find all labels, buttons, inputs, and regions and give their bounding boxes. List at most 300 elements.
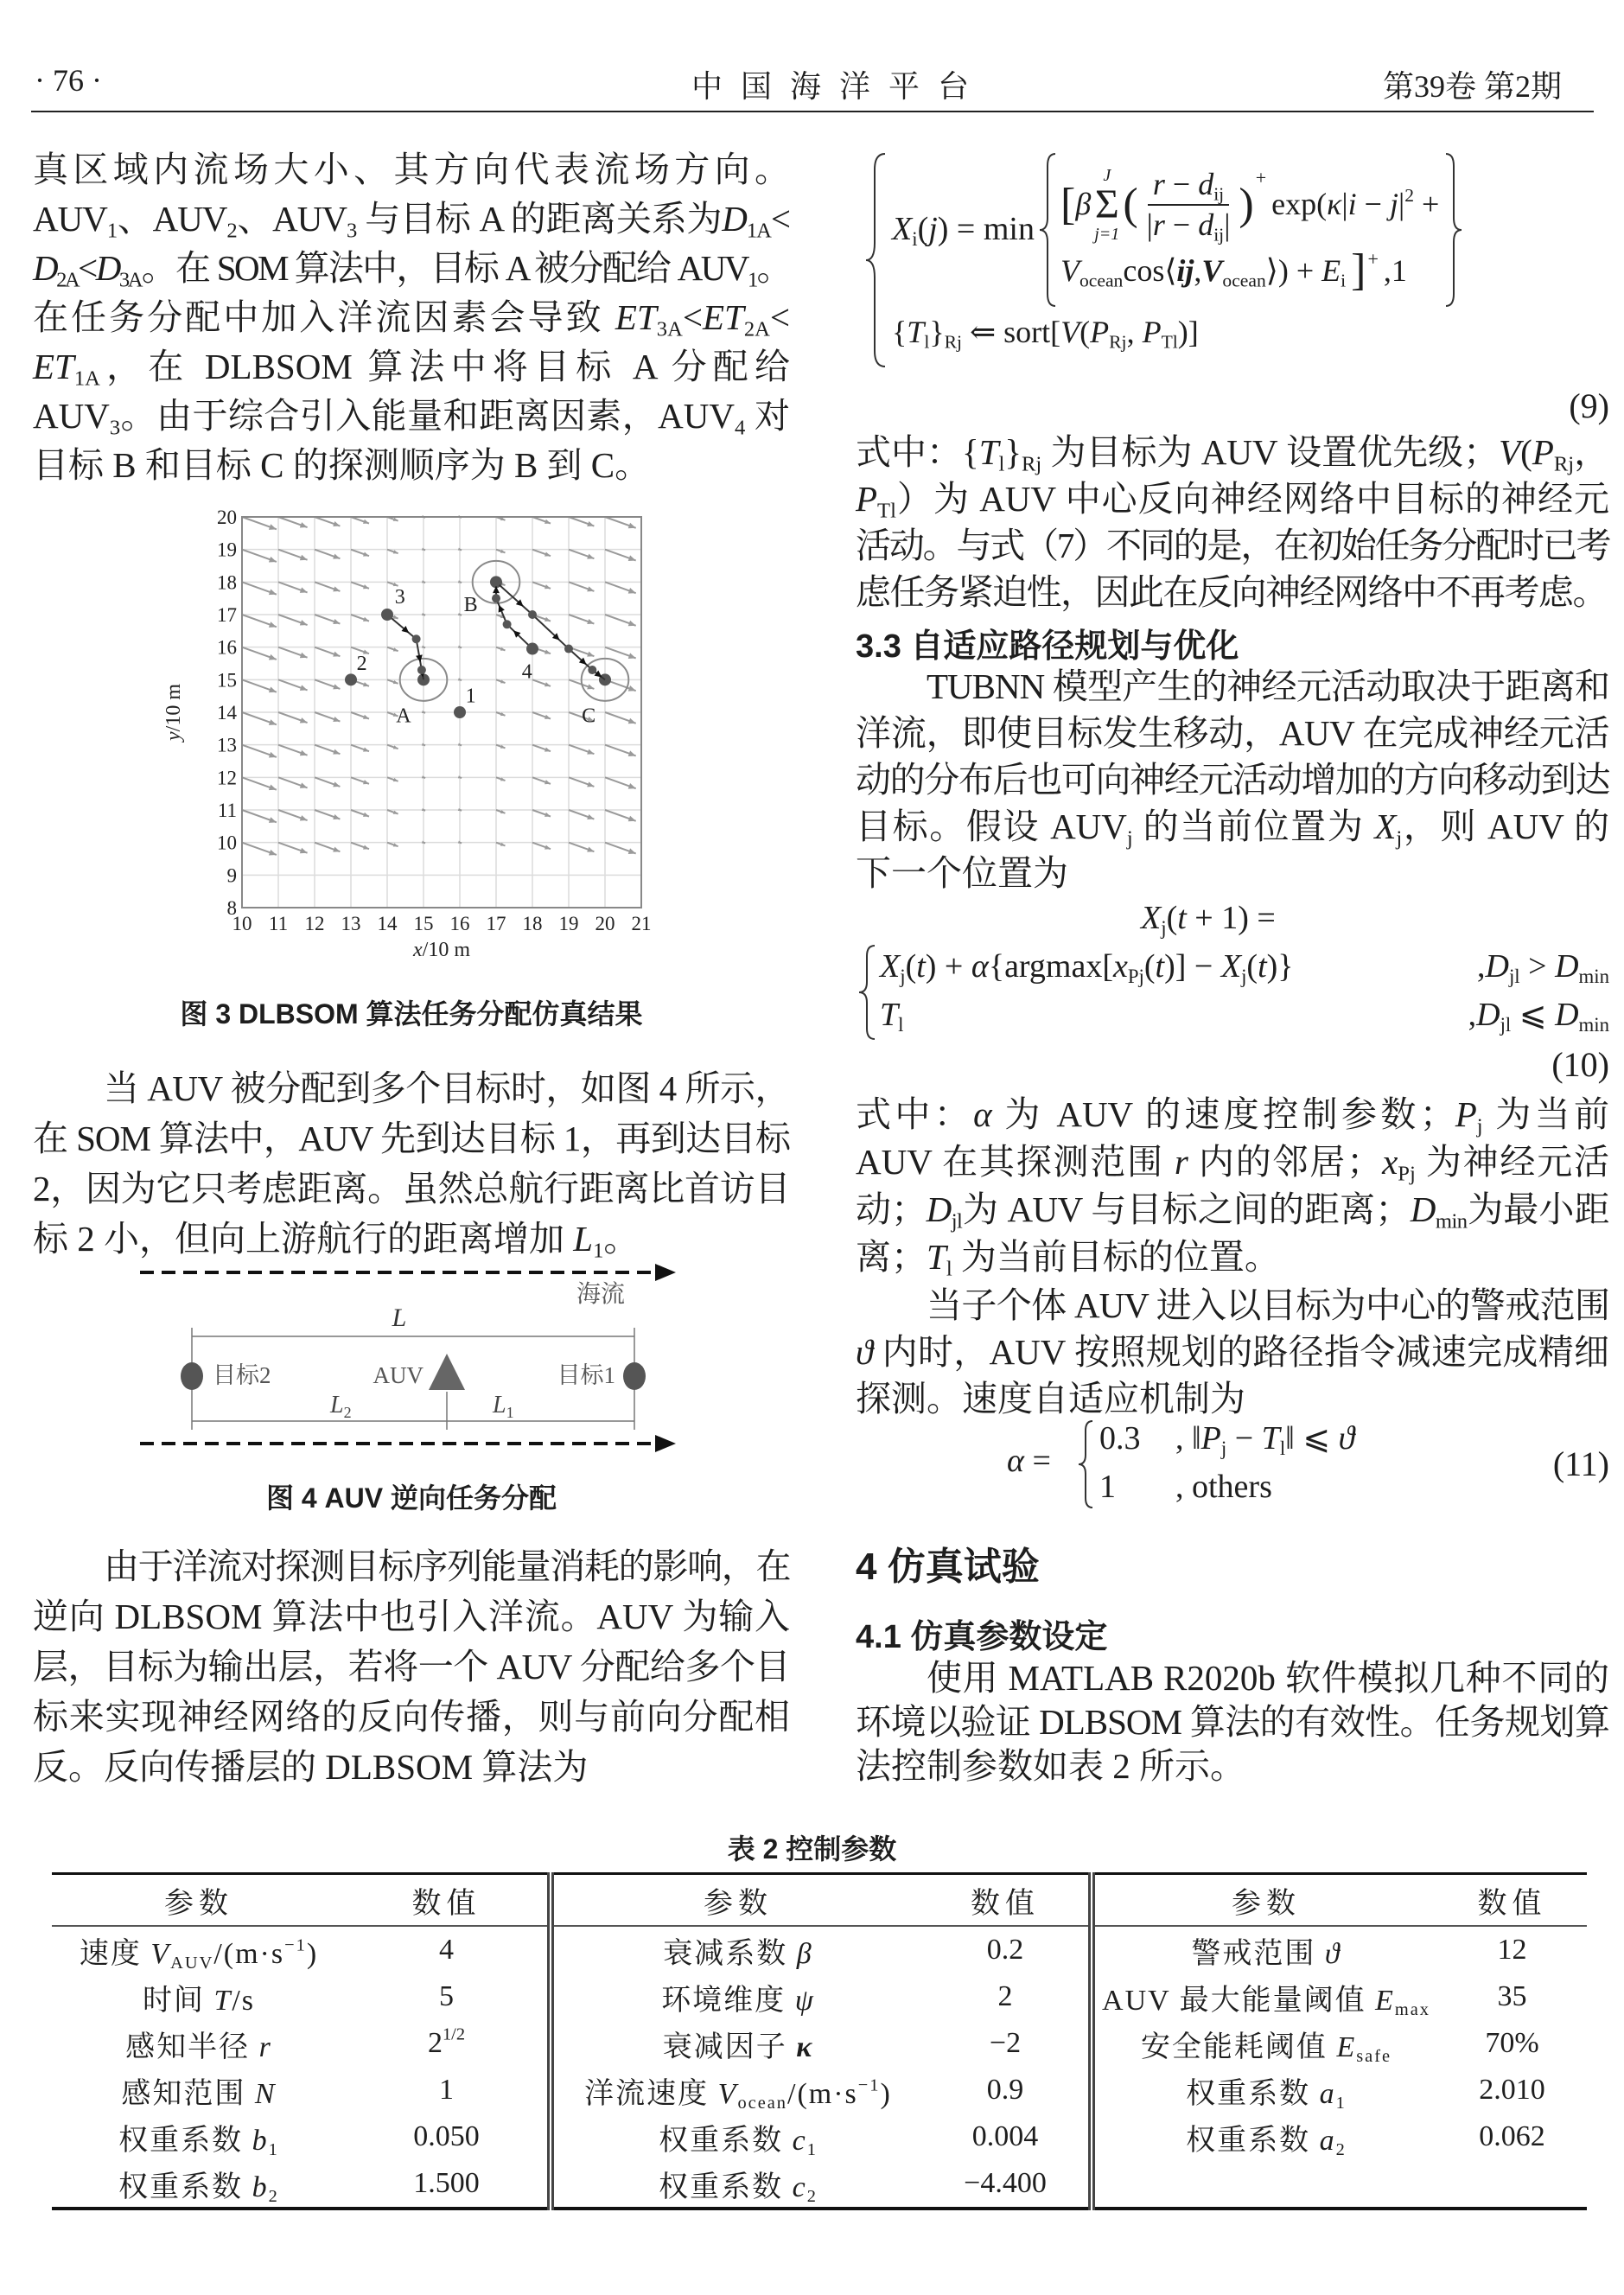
value-cell <box>922 2113 1092 2160</box>
math-italic: α <box>971 948 989 985</box>
current-arrowhead <box>393 550 398 553</box>
math-bold: κ <box>796 2030 814 2063</box>
current-arrowhead <box>545 649 551 653</box>
figure-4-diagram <box>130 1245 691 1469</box>
eq9-fraction <box>1142 167 1236 244</box>
text-run: 层，目标为输出层，若将一个 AUV 分配给多个目 <box>33 1647 790 1686</box>
text-run: ， <box>1574 432 1610 472</box>
text-run: 0.2 <box>986 1934 1024 1966</box>
subscript: Rj <box>1553 452 1575 476</box>
paragraph-right-4 <box>856 1282 1609 1422</box>
auv-marker <box>454 706 466 718</box>
superscript: −1 <box>284 1935 307 1955</box>
current-arrowhead <box>269 590 277 596</box>
text-line <box>856 1700 1609 1744</box>
text-line <box>33 1692 790 1742</box>
text-line <box>856 1234 1609 1281</box>
path-waypoint <box>528 610 537 619</box>
eq9-open-bracket: [ <box>1060 180 1076 229</box>
path-waypoint <box>417 666 426 674</box>
current-arrowhead <box>628 816 636 822</box>
l1-main: L <box>493 1392 506 1418</box>
text-run: 0.050 <box>413 2120 480 2152</box>
path-waypoint <box>564 645 573 653</box>
text-line <box>33 441 790 490</box>
x-tick-label: 12 <box>304 913 325 934</box>
value-cell <box>922 2067 1092 2113</box>
text-run: < <box>770 199 790 239</box>
inner-brace-left-icon <box>1038 152 1057 308</box>
superscript: 1/2 <box>442 2024 466 2044</box>
text-run: 动的分布后也可向神经元活动增加的方向移动到达 <box>856 760 1609 800</box>
current-arrowhead <box>363 715 369 719</box>
parameter-cell <box>1092 1926 1437 1973</box>
text-run: 环境维度 <box>661 1984 795 2017</box>
current-arrowhead <box>363 813 369 817</box>
current-arrowhead <box>587 847 594 852</box>
text-line <box>33 1541 790 1591</box>
subscript: Rj <box>1022 452 1042 476</box>
text-line <box>856 1656 1609 1700</box>
auv-marker <box>381 609 393 621</box>
current-arrowhead <box>393 811 398 814</box>
text-run: 0.3 <box>1099 1420 1141 1457</box>
path-waypoint <box>412 634 421 643</box>
parameter-cell <box>52 2067 346 2113</box>
text-run: 动； <box>856 1189 927 1229</box>
text-run: , ‖ <box>1175 1420 1201 1457</box>
paragraph-right-3 <box>856 1091 1609 1281</box>
auv-label: AUV <box>373 1362 424 1388</box>
text-run: 警戒范围 <box>1191 1937 1325 1970</box>
eq10-row2 <box>880 996 903 1036</box>
subscript: safe <box>1356 2046 1392 2066</box>
current-arrowhead <box>363 747 369 751</box>
current-arrowhead <box>628 750 636 756</box>
text-run: 式中： <box>856 1094 974 1134</box>
current-arrowhead <box>628 621 636 627</box>
x-tick-label: 18 <box>522 913 543 934</box>
text-run: )] − <box>1164 948 1221 985</box>
text-run: /(m·s <box>213 1937 285 1970</box>
subscript: ocean <box>1222 270 1266 291</box>
text-run: −4.400 <box>964 2167 1047 2199</box>
math-italic: ET <box>702 297 744 337</box>
target-label: C <box>582 704 596 728</box>
auv-label: 3 <box>394 585 405 609</box>
math-italic: x <box>1382 1142 1398 1182</box>
math-italic: L <box>573 1219 594 1259</box>
subscript: j <box>1126 826 1133 851</box>
math-italic: β <box>796 1937 813 1970</box>
math-italic: X <box>1141 900 1162 936</box>
value-cell <box>346 2113 551 2160</box>
current-arrowhead <box>300 782 308 787</box>
current-arrowhead <box>628 848 636 854</box>
math-italic: a <box>1319 2124 1336 2157</box>
current-arrowhead <box>300 717 308 723</box>
subscript: 3 <box>347 219 357 243</box>
value-cell <box>1437 2067 1587 2113</box>
y-tick-label: 19 <box>217 539 237 561</box>
y-tick-label: 18 <box>217 571 237 594</box>
text-line <box>856 1375 1609 1422</box>
text-run: 35 <box>1497 1980 1527 2012</box>
text-run: 为目标为 AUV 设置优先级； <box>1041 432 1500 472</box>
value-cell <box>922 1926 1092 1973</box>
current-arrowhead <box>333 521 340 526</box>
current-arrowhead <box>587 749 594 755</box>
text-run: { <box>892 315 908 349</box>
subscript: jl <box>1500 1013 1512 1036</box>
path-waypoint <box>588 666 596 674</box>
current-arrowhead <box>363 682 369 686</box>
math-italic: V <box>150 1937 171 1970</box>
text-run: < <box>769 297 790 337</box>
text-line <box>856 1744 1609 1788</box>
text-run: + <box>1413 187 1440 222</box>
math-italic: j <box>1389 187 1398 222</box>
math-italic: r <box>1152 166 1165 201</box>
subscript: l <box>924 331 930 353</box>
current-arrowhead <box>587 521 594 526</box>
arrowhead-icon <box>655 1264 676 1281</box>
path-waypoint <box>492 594 500 602</box>
text-run: < <box>78 248 96 288</box>
text-run: 为 AUV 与目标之间的距离； <box>962 1189 1411 1229</box>
l2-label <box>329 1392 352 1421</box>
math-italic: D <box>1476 997 1500 1033</box>
eq9-beta: β <box>1075 187 1092 222</box>
subscript: 2A <box>56 268 79 292</box>
math-italic: P <box>1200 1420 1221 1457</box>
eq11-row2 <box>1099 1468 1116 1508</box>
text-run: + 1) = <box>1186 900 1276 936</box>
eq10-brace-icon <box>857 944 876 1041</box>
current-arrowhead <box>333 781 340 787</box>
y-axis-symbol: y <box>162 731 185 741</box>
text-line <box>33 1642 790 1692</box>
eq9-sum <box>1094 167 1119 243</box>
math-italic: V <box>1060 315 1080 349</box>
text-run: , <box>1194 252 1202 288</box>
text-run: ) <box>306 1937 319 1970</box>
text-run: ⇐ sort[ <box>962 315 1061 349</box>
math-italic: E <box>1336 2030 1357 2063</box>
text-run: 环境以验证 DLBSOM 算法的有效性。任务规划算 <box>856 1702 1609 1742</box>
text-run: ，在 DLBSOM 算法中将目标 A 分配给 <box>99 347 790 386</box>
section-heading-4-1: 4.1 仿真参数设定 <box>856 1619 1108 1655</box>
text-run: 当子个体 AUV 进入以目标为中心的警戒范围 <box>927 1285 1609 1325</box>
text-run: 目标 B 和目标 C 的探测顺序为 B 到 C。 <box>33 445 651 485</box>
journal-title: 中 国 海 洋 平 台 <box>691 69 975 104</box>
eq9-sum-lower: j=1 <box>1094 225 1120 244</box>
current-arrowhead <box>545 813 551 817</box>
math-italic: t <box>916 948 926 985</box>
math-italic: V <box>1499 432 1521 472</box>
issue-info: 第39卷 第2期 <box>1383 69 1563 104</box>
text-run: 内的邻居； <box>1188 1142 1383 1182</box>
target-label: B <box>463 594 478 617</box>
y-tick-label: 13 <box>217 734 237 756</box>
text-run: 为当前 <box>1482 1094 1610 1134</box>
math-italic: α <box>1007 1443 1024 1479</box>
eq9-paren-open: ( <box>1123 180 1138 229</box>
l2-sub: 2 <box>343 1404 352 1421</box>
text-run: ）为 AUV 中心反向神经网络中目标的神经元 <box>895 479 1609 519</box>
text-run: ( <box>1143 948 1156 985</box>
eq9-sum-upper: J <box>1103 166 1111 185</box>
current-arrowhead <box>545 715 551 719</box>
text-run: 4 <box>439 1934 454 1966</box>
l2-main: L <box>330 1392 344 1418</box>
text-line <box>33 392 790 441</box>
subscript: ij <box>1213 224 1225 245</box>
eq10-row1 <box>880 947 1294 987</box>
parameter-cell <box>52 2020 346 2067</box>
text-run: , <box>1477 948 1486 985</box>
text-run: 逆向 DLBSOM 算法中也引入洋流。AUV 为输入 <box>33 1597 790 1636</box>
parameter-cell <box>52 2160 346 2209</box>
text-run: 1 <box>1099 1469 1116 1505</box>
current-arrowhead <box>587 814 594 819</box>
text-run: 、AUV <box>117 199 227 239</box>
text-run: 为当前目标的位置。 <box>952 1237 1280 1277</box>
value-cell <box>1437 2160 1587 2209</box>
text-run: ( <box>905 948 917 985</box>
table-row <box>52 2160 1587 2209</box>
subscript: 1 <box>106 219 118 243</box>
text-line <box>856 1091 1609 1138</box>
text-run: 权重系数 <box>659 2124 793 2157</box>
text-run: TUBNN 模型产生的神经元活动取决于距离和 <box>927 666 1609 706</box>
text-run: ) <box>880 2077 892 2110</box>
text-run: 权重系数 <box>118 2171 252 2203</box>
subscript: Pj <box>1398 1162 1416 1186</box>
current-arrowhead <box>587 652 594 657</box>
text-run: AUV <box>33 199 107 239</box>
text-run: | <box>1224 207 1231 242</box>
y-tick-label: 20 <box>217 507 237 528</box>
text-run: ( <box>1166 900 1178 936</box>
current-arrowhead <box>269 557 277 563</box>
subscript: Pj <box>1127 965 1144 987</box>
math-italic: c <box>792 2171 807 2203</box>
text-run: 法控制参数如表 2 所示。 <box>856 1746 1245 1786</box>
math-italic: α <box>973 1094 992 1134</box>
column-header: 数值 <box>922 1874 1092 1927</box>
text-run: 。在 SOM 算法中，目标 A 被分配给 AUV <box>140 248 748 288</box>
text-run: 探测。速度自适应机制为 <box>856 1379 1245 1418</box>
math-italic: T <box>880 997 899 1033</box>
parameter-cell <box>1092 2160 1437 2209</box>
current-arrowhead <box>269 752 277 758</box>
current-arrowhead <box>545 780 551 784</box>
current-arrowhead <box>393 680 398 684</box>
eq9-row2-tail: ,1 <box>1383 252 1407 288</box>
current-arrowhead <box>393 745 398 749</box>
text-run: AUV <box>33 396 110 436</box>
text-run: 感知范围 <box>121 2077 255 2110</box>
current-arrowhead <box>628 685 636 692</box>
text-line <box>856 1138 1609 1186</box>
y-axis-unit: /10 m <box>162 684 185 732</box>
eq11-row1 <box>1099 1419 1141 1459</box>
current-arrowhead <box>333 554 340 559</box>
value-cell <box>346 1926 551 1973</box>
text-line <box>856 1186 1609 1234</box>
subscript: Rj <box>1109 331 1127 353</box>
text-run: ( <box>1520 432 1532 472</box>
text-line <box>856 850 1609 896</box>
text-run: 2，因为它只考虑距离。虽然总航行距离比首访目 <box>33 1169 790 1208</box>
subscript: 1A <box>746 219 771 243</box>
y-tick-label: 10 <box>217 832 237 854</box>
auv-triangle-icon <box>429 1354 465 1390</box>
parameter-cell <box>52 2113 346 2160</box>
figure-4-caption: 图 4 AUV 逆向任务分配 <box>265 1482 557 1514</box>
math-italic: T <box>927 1237 946 1277</box>
subscript: jl <box>1508 965 1520 987</box>
subscript: 1 <box>593 1239 604 1263</box>
current-label: 海流 <box>576 1281 626 1308</box>
outer-brace-icon <box>864 152 887 368</box>
x-tick-label: 19 <box>558 913 579 934</box>
auv-marker <box>345 673 357 685</box>
table-row <box>52 2113 1587 2160</box>
current-arrowhead <box>300 555 308 560</box>
math-italic: P <box>1142 315 1162 349</box>
current-arrowhead <box>363 520 369 524</box>
math-italic: T <box>978 432 999 472</box>
text-run: − <box>1164 207 1199 242</box>
current-arrowhead <box>545 617 551 622</box>
text-line <box>33 194 790 244</box>
current-arrowhead <box>333 814 340 819</box>
current-arrowhead <box>363 845 369 849</box>
text-run: 70% <box>1485 2027 1539 2059</box>
math-italic: ϑ <box>1338 1420 1355 1457</box>
text-line <box>33 1591 790 1642</box>
eq10-lhs <box>1141 899 1276 939</box>
y-tick-label: 16 <box>217 636 237 659</box>
text-run: ( <box>1246 948 1258 985</box>
parameter-cell <box>551 2160 922 2209</box>
x-tick-label: 11 <box>268 913 289 934</box>
text-run: 1 <box>439 2074 454 2106</box>
subscript: l <box>946 1257 952 1281</box>
math-italic: T <box>907 315 925 349</box>
text-run: AUV 在其探测范围 <box>856 1142 1175 1182</box>
math-italic: c <box>792 2124 807 2157</box>
text-run: | <box>1341 187 1348 222</box>
subscript: 1A <box>73 367 100 391</box>
paragraph-right-2 <box>856 663 1609 896</box>
text-line <box>33 145 790 194</box>
paragraph-left-1 <box>33 145 790 490</box>
current-arrowhead <box>545 520 551 524</box>
eq11-cond2 <box>1175 1468 1272 1508</box>
parameter-cell <box>1092 2020 1437 2067</box>
text-run: 由于洋流对探测目标序列能量消耗的影响，在 <box>104 1546 790 1586</box>
eq10-number: (10) <box>1551 1045 1609 1084</box>
text-run: > <box>1519 948 1556 985</box>
text-run: −2 <box>989 2027 1022 2059</box>
text-run: {argmax[ <box>988 948 1113 985</box>
current-arrowhead <box>587 781 594 787</box>
math-italic: ET <box>615 297 657 337</box>
value-cell <box>1437 1973 1587 2020</box>
math-italic: D <box>1555 948 1579 985</box>
eq9-row1 <box>1060 167 1439 244</box>
subscript: jl <box>951 1209 963 1234</box>
subscript: 3A <box>118 268 141 292</box>
y-tick-label: 17 <box>217 604 237 626</box>
text-line <box>856 522 1609 569</box>
value-cell <box>1437 1926 1587 1973</box>
current-arrowhead <box>587 586 594 591</box>
subscript: Rj <box>944 331 962 353</box>
x-axis-unit: /10 m <box>422 939 470 961</box>
current-arrowhead <box>269 817 277 823</box>
current-arrowhead <box>545 747 551 751</box>
text-run: 安全能耗阈值 <box>1140 2030 1337 2063</box>
text-run: 0.9 <box>986 2074 1024 2106</box>
current-arrowhead <box>333 749 340 755</box>
text-run: 5 <box>439 1980 454 2012</box>
text-run: 的当前位置为 <box>1132 806 1375 846</box>
text-run: ，则 AUV 的 <box>1402 806 1610 846</box>
value-cell <box>922 1973 1092 2020</box>
current-arrowhead <box>269 850 277 856</box>
subscript: min <box>1578 965 1609 987</box>
x-tick-label: 16 <box>449 913 470 934</box>
subscript: 2 <box>268 2186 279 2206</box>
math-italic: P <box>1532 432 1554 472</box>
x-axis-symbol: x <box>413 939 423 961</box>
subscript: j <box>1476 1114 1483 1138</box>
path-waypoint <box>492 577 500 586</box>
header-rule <box>31 111 1594 112</box>
auv-label: 2 <box>356 653 367 676</box>
eq10-cond1 <box>1477 947 1609 987</box>
text-run: 感知半径 <box>125 2030 259 2063</box>
math-italic: r <box>258 2030 272 2063</box>
subscript: 3A <box>656 317 683 341</box>
parameter-cell <box>1092 2067 1437 2113</box>
paragraph-right-5 <box>856 1656 1609 1788</box>
parameter-cell <box>551 1926 922 1973</box>
figure-3-caption: 图 3 DLBSOM 算法任务分配仿真结果 <box>180 998 643 1030</box>
eq11-number: (11) <box>1552 1444 1609 1483</box>
x-tick-label: 14 <box>377 913 398 934</box>
eq9-row3 <box>892 315 1463 353</box>
math-italic: E <box>1321 252 1341 288</box>
text-line <box>856 710 1609 756</box>
text-run: 洋流速度 <box>584 2077 718 2110</box>
text-run: 反。反向传播层的 DLBSOM 算法为 <box>33 1747 589 1787</box>
current-arrowhead <box>393 518 398 521</box>
auv-label: 1 <box>465 685 476 708</box>
text-run: , others <box>1175 1469 1272 1505</box>
total-distance-label: L <box>392 1304 407 1332</box>
math-italic: D <box>722 199 747 239</box>
text-run: 0.004 <box>971 2120 1039 2152</box>
math-italic: a <box>1319 2077 1336 2110</box>
math-italic: b <box>252 2171 269 2203</box>
current-arrowhead <box>545 551 551 556</box>
math-italic: D <box>926 1189 952 1229</box>
